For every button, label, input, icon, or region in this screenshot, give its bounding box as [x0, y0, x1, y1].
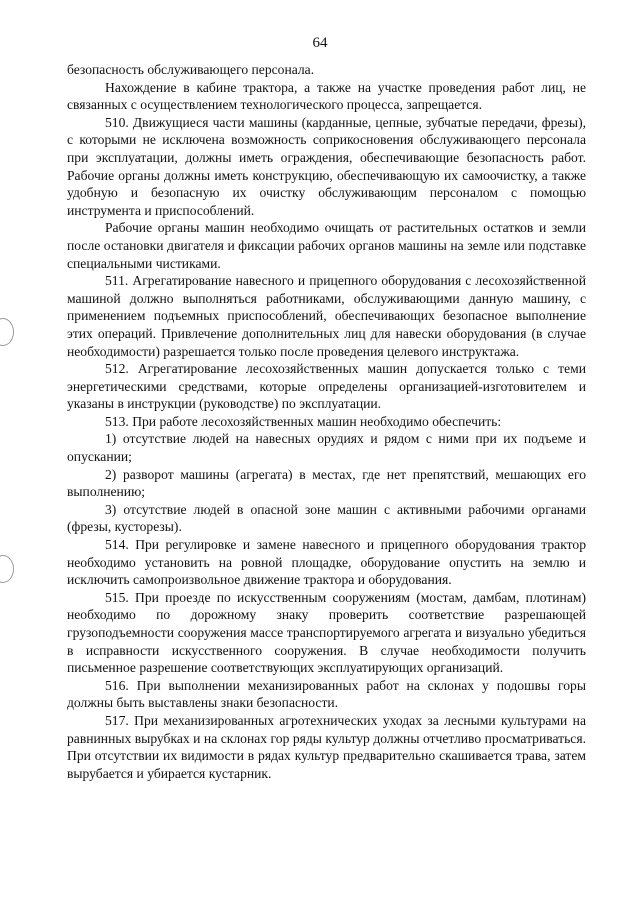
paragraph: Рабочие органы машин необходимо очищать от растительных остатков и земли после остановки двигателя и фиксации рабочих органов машины на земле или подставке специальными чистиками. — [67, 220, 586, 271]
page-number: 64 — [312, 35, 328, 51]
list-item: 1) отсутствие людей на навесных орудиях и рядом с ними при их подъеме и опускании; — [67, 431, 586, 465]
list-item: 3) отсутствие людей в опасной зоне машин с активными рабочими органами (фрезы, кусторезы). — [67, 501, 586, 535]
punch-hole-mark — [0, 555, 14, 583]
paragraph-510: 510. Движущиеся части машины (карданные, цепные, зубчатые передачи, фрезы), с которыми не исключена возможность соприкосновения обслуживающего персонала при эксплуатации, должны иметь ограждения, обеспечивающие безопасность работ. Рабочие органы должны иметь конструкцию, обеспечивающую их самоочистку, а также удобную и безопасную их очистку обслуживающим персоналом с помощью инструмента и приспособлений. — [67, 114, 586, 218]
paragraph-514: 514. При регулировке и замене навесного и прицепного оборудования трактор необходимо установить на ровной площадке, оборудование опустить на землю и исключить самопроизвольное движение трактора и оборудования. — [67, 537, 586, 588]
paragraph-513: 513. При работе лесохозяйственных машин необходимо обеспечить: — [105, 413, 502, 429]
paragraph-512: 512. Агрегатирование лесохозяйственных машин допускается только с теми энергетическими средствами, которые определены организацией-изготовителем и указаны в инструкции (руководстве) по эксплуатации. — [67, 361, 586, 412]
punch-hole-mark — [0, 318, 14, 346]
paragraph-511: 511. Агрегатирование навесного и прицепного оборудования с лесохозяйственной машиной должно выполняться работниками, обслуживающими данную машину, с применением подъемных приспособлений, обеспечивающих безопасное выполнение этих операций. Привлечение дополнительных лиц для навески оборудования (в случае необходимости) разрешается только после проведения целевого инструктажа. — [67, 273, 586, 359]
paragraph: безопасность обслуживающего персонала. — [67, 62, 315, 77]
paragraph-515: 515. При проезде по искусственным сооружениям (мостам, дамбам, плотинам) необходимо по дорожному знаку проверить соответствие разрешающей грузоподъемности сооружения массе транспортируемого агрегата и визуально убедиться в исправности искусственного сооружения. В случае необходимости получить письменное разрешение соответствующих эксплуатирующих организаций. — [67, 589, 586, 676]
paragraph-517: 517. При механизированных агротехнических уходах за лесными культурами на равнинных вырубках и на склонах гор ряды культур должны отчетливо просматриваться. При отсутствии их видимости в рядах культур предварительно скашивается трава, затем вырубается и убирается кустарник. — [67, 712, 586, 781]
list-item: 2) разворот машины (агрегата) в местах, где нет препятствий, мешающих его выполнению; — [67, 466, 586, 500]
body-text — [67, 61, 586, 782]
paragraph-516: 516. При выполнении механизированных работ на склонах у подошвы горы должны быть выставлены знаки безопасности. — [67, 677, 586, 711]
paragraph: Нахождение в кабине трактора, а также на участке проведения работ лиц, не связанных с осуществлением технологического процесса, запрещается. — [67, 79, 586, 113]
